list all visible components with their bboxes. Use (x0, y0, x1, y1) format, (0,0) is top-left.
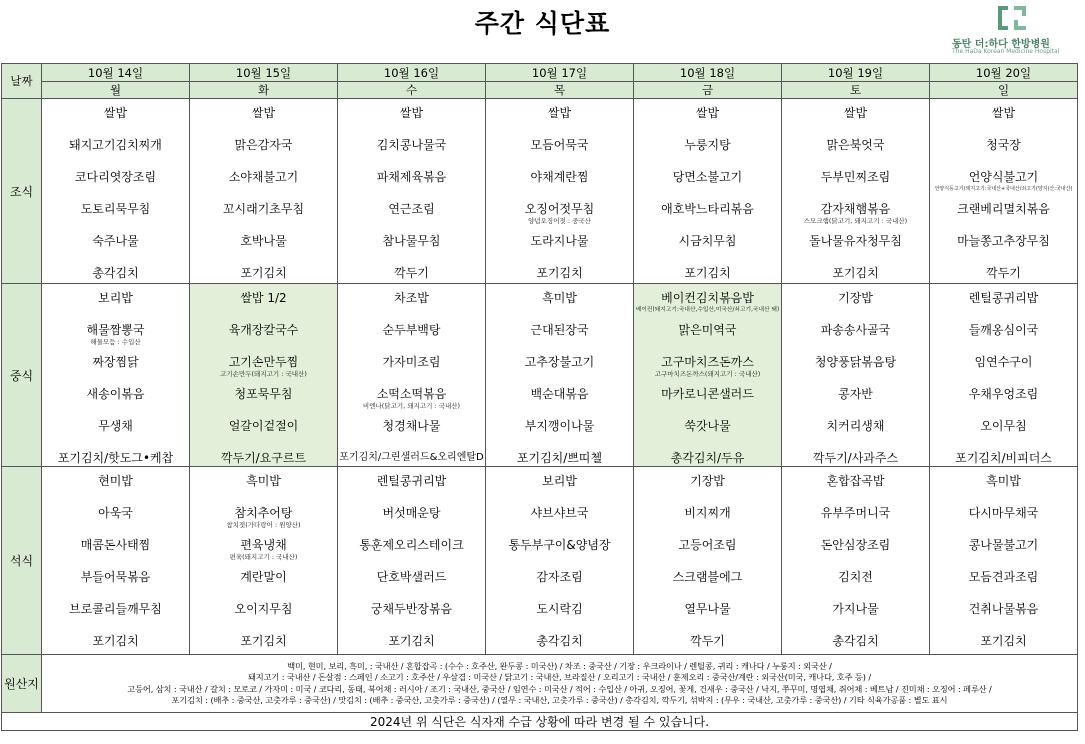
dish-item: 브로콜리들깨무침 (69, 602, 162, 616)
footer-row (2, 713, 1078, 731)
dish-item: 다시마무채국 (968, 506, 1039, 520)
dish-item: 깍두기 (394, 266, 429, 280)
dish-item: 시금치무침 (678, 234, 737, 248)
date-cell: 10월 19일 (782, 64, 930, 82)
dish-item: 쌀밥 (843, 106, 868, 120)
dish-item: 비지찌개 (684, 506, 731, 520)
origin-note: 양념오징어젓 : 중국산 (528, 217, 591, 225)
weekday-row (2, 82, 1078, 99)
dish-item: 모듬견과조림 (968, 570, 1039, 584)
dish-item: 도시락김 (536, 602, 583, 616)
dish-item: 도라지나물 (530, 234, 589, 248)
lunch-cell (930, 284, 1078, 467)
footer-notice: 2024년 위 식단은 식자재 수급 상황에 따라 변경 될 수 있습니다. (2, 713, 1078, 731)
dish-item: 파송송사골국 (820, 323, 891, 337)
date-cell: 10월 16일 (338, 64, 486, 82)
origin-line: 백미, 현미, 보리, 흑미, : 국내산 / 혼합잡곡 : (수수 : 호주산, 완두콩 : 미국산) / 차조 : 중국산 / 기장 : 우크라이나 / 렌틸콩, 귀리 : 캐나다 / 누룽지 : 외국산 / (287, 660, 832, 671)
dish-item: 가지나물 (832, 602, 879, 616)
dish-item: 얼갈이겉절이 (228, 419, 299, 433)
dish-item: 렌틸콩귀리밥 (968, 291, 1039, 305)
lunch-label: 중식 (2, 284, 42, 467)
lunch-cell (190, 284, 338, 467)
dish-item: 포기김치 (536, 266, 583, 280)
dish-item: 야채계란찜 (530, 170, 589, 184)
dish-item: 혼합잡곡밥 (826, 474, 885, 488)
weekday-cell: 금 (634, 82, 782, 99)
lunch-cell (338, 284, 486, 467)
lunch-cell (782, 284, 930, 467)
dish-item: 당면소불고기 (672, 170, 743, 184)
dish-item: 소야채불고기 (228, 170, 299, 184)
dish-item: 쌀밥 (695, 106, 720, 120)
dish-item: 편육냉채 (240, 538, 287, 552)
lunch-cell (486, 284, 634, 467)
origin-note: 편육(돼지고기 : 국내산) (229, 553, 298, 561)
dinner-cell (486, 467, 634, 655)
dish-item: 아욱국 (98, 506, 133, 520)
dish-item: 흑미밥 (542, 291, 577, 305)
dish-item: 건취나물볶음 (968, 602, 1039, 616)
origin-line: 고등어, 삼치 : 국내산 / 갈치 : 모로코 / 가자미 : 미국 / 코다리, 동태, 북어채 : 러시아 / 조기 : 국내산, 중국산 / 임연수 : 미국산 / 적어 : 수입산 / 아귀, 오징어, 꽃게, 건새우 : 중국산 / 낙지, 쭈꾸미, 명엽채, 쥐어채 : 베트남 / 진미채 : 오징어 : 페루산 / (127, 683, 992, 694)
menu-table (1, 63, 1078, 731)
dish-item: 깍두기 (986, 266, 1021, 280)
dinner-cell (634, 467, 782, 655)
dish-item: 현미밥 (98, 474, 133, 488)
origin-note: 비엔나(닭고기, 돼지고기 : 국내산) (362, 402, 461, 410)
dish-item: 포기김치 (92, 634, 139, 648)
origin-row (2, 655, 1078, 713)
dish-item: 부들어묵볶음 (80, 570, 151, 584)
dish-item: 포기김치 (980, 634, 1027, 648)
dish-item: 임연수구이 (974, 355, 1033, 369)
dish-item: 렌틸콩귀리밥 (376, 474, 447, 488)
dish-item: 포기김치/그린샐러드&오리엔탈D (339, 452, 484, 463)
dish-item: 근대된장국 (530, 323, 589, 337)
dish-item: 연근조림 (388, 202, 435, 216)
dish-item: 깍두기 (690, 634, 725, 648)
dish-item: 숙주나물 (92, 234, 139, 248)
dish-item: 쌀밥 (547, 106, 572, 120)
breakfast-cell (930, 99, 1078, 284)
dish-item: 참나물무침 (382, 234, 441, 248)
dish-item: 맑은감자국 (234, 138, 293, 152)
weekday-cell: 수 (338, 82, 486, 99)
dish-item: 돼지고기김치찌개 (69, 138, 162, 152)
dish-item: 모듬어묵국 (530, 138, 589, 152)
dish-item: 파채제육볶음 (376, 170, 447, 184)
dish-item: 크랜베리멸치볶음 (957, 202, 1050, 216)
dinner-cell (930, 467, 1078, 655)
dish-item: 순두부백탕 (382, 323, 441, 337)
origin-line: 돼지고기 : 국내산 / 돈살점 : 스페인 / 소고기 : 호주산 / 우삼겹 : 미국산 / 닭고기 : 국내산, 브라질산 / 오리고기 : 국내산 / 훈제오리 : 중국산/계란 : 외국산(미국, 캐나다, 호주 등) / (248, 672, 871, 682)
dish-item: 오이무침 (980, 419, 1027, 433)
dish-item: 맑은북엇국 (826, 138, 885, 152)
dish-item: 해물짬뽕국 (86, 323, 145, 337)
dish-item: 청경채나물 (382, 419, 441, 433)
hospital-logo (952, 5, 1082, 59)
dish-item: 기장밥 (838, 291, 873, 305)
weekday-cell: 목 (486, 82, 634, 99)
origin-note: 고구마치즈돈까스(돼지고기 : 국내산) (654, 370, 761, 378)
dish-item: 버섯매운탕 (382, 506, 441, 520)
breakfast-label: 조식 (2, 99, 42, 284)
breakfast-cell (190, 99, 338, 284)
dish-item: 단호박샐러드 (376, 570, 447, 584)
dish-item: 애호박느타리볶음 (661, 202, 754, 216)
dish-item: 유부주머니국 (820, 506, 891, 520)
dish-item: 통훈제오리스테이크 (359, 538, 464, 552)
dish-item: 치커리생채 (826, 419, 885, 433)
dish-item: 포기김치/핫도그•케찹 (57, 451, 174, 465)
dish-item: 깍두기/요구르트 (220, 451, 307, 465)
dish-item: 참치추어탕 (234, 506, 293, 520)
date-cell: 10월 20일 (930, 64, 1078, 82)
weekday-cell: 일 (930, 82, 1078, 99)
dish-item: 육개장칼국수 (228, 323, 299, 337)
lunch-cell (634, 284, 782, 467)
dish-item: 계란말이 (240, 570, 287, 584)
dish-item: 고추장불고기 (524, 355, 595, 369)
dish-item: 고기손만두찜 (228, 355, 299, 369)
dish-item: 두부민찌조림 (820, 170, 891, 184)
dish-item: 오징어젓무침 (524, 202, 595, 216)
origin-label: 원산지 (2, 655, 42, 713)
breakfast-cell (634, 99, 782, 284)
dish-item: 쑥갓나물 (684, 419, 731, 433)
dish-item: 청국장 (986, 138, 1021, 152)
dish-item: 가자미조림 (382, 355, 441, 369)
dish-item: 보리밥 (98, 291, 133, 305)
dish-item: 스크램블에그 (672, 570, 743, 584)
dish-item: 쌀밥 (399, 106, 424, 120)
weekday-cell: 월 (42, 82, 190, 99)
dish-item: 흑미밥 (246, 474, 281, 488)
dish-item: 열무나물 (684, 602, 731, 616)
dish-item: 도토리묵무침 (80, 202, 151, 216)
dish-item: 우채우엉조림 (968, 387, 1039, 401)
dish-item: 포기김치 (240, 266, 287, 280)
dish-item: 포기김치 (388, 634, 435, 648)
dish-item: 소떡소떡볶음 (376, 387, 447, 401)
dish-item: 코다리엿장조림 (74, 170, 157, 184)
dish-item: 포기김치/비피더스 (955, 451, 1052, 465)
dish-item: 무생채 (98, 419, 133, 433)
dish-item: 궁채두반장볶음 (370, 602, 453, 616)
dish-item: 매콤돈사태찜 (80, 538, 151, 552)
dish-item: 통두부구이&양념장 (508, 538, 611, 552)
dish-item: 짜장찜닭 (92, 355, 139, 369)
date-cell: 10월 18일 (634, 64, 782, 82)
breakfast-row (2, 99, 1078, 284)
breakfast-cell (486, 99, 634, 284)
origin-info (42, 655, 1078, 713)
dish-item: 보리밥 (542, 474, 577, 488)
dinner-label: 석식 (2, 467, 42, 655)
dish-item: 감자채햄볶음 (820, 202, 891, 216)
date-row (2, 64, 1078, 82)
dish-item: 총각김치 (536, 634, 583, 648)
origin-line: 포기김치 : (배추 : 중국산, 고춧가루 : 중국산) / 맛김치 : (배추 : 중국산, 고춧가루 : 중국산) / (열무 : 국내산, 고춧가루 : 중국산) / 총각김치, 깍두기, 섞박지 : (무우 : 국내산, 고춧가루 : 중국산) / 기타 식육가공품 : 별도 표시 (171, 695, 948, 705)
dish-item: 들깨옹심이국 (968, 323, 1039, 337)
dish-item: 흑미밥 (986, 474, 1021, 488)
origin-note: 참치젓(가다랑어 : 원양산) (226, 521, 301, 529)
dinner-cell (338, 467, 486, 655)
dish-item: 청양풍닭볶음탕 (814, 355, 897, 369)
dish-item: 누룽지탕 (684, 138, 731, 152)
dish-item: 포기김치 (684, 266, 731, 280)
origin-note: 베이컨(돼지고기:국내산,수입산,미국산/쇠고기,국내산 돼) (635, 307, 780, 313)
dish-item: 마카로니콘샐러드 (661, 387, 754, 401)
dish-item: 청포묵무침 (234, 387, 293, 401)
dish-item: 콩나물불고기 (968, 538, 1039, 552)
dish-item: 쌀밥 1/2 (240, 291, 287, 305)
weekday-cell: 토 (782, 82, 930, 99)
dish-item: 샤브샤브국 (530, 506, 589, 520)
dish-item: 김치전 (838, 570, 873, 584)
weekday-cell: 화 (190, 82, 338, 99)
dish-item: 언양식불고기 (968, 170, 1039, 184)
dish-item: 새송이볶음 (86, 387, 145, 401)
dish-item: 고구마치즈돈까스 (661, 355, 754, 369)
origin-note: 고기손만두(돼지고기 : 국내산) (220, 370, 307, 378)
dinner-cell (42, 467, 190, 655)
dish-item: 맑은미역국 (678, 323, 737, 337)
logo-mark-icon (996, 5, 1030, 31)
breakfast-cell (782, 99, 930, 284)
dinner-row (2, 467, 1078, 655)
dish-item: 쌀밥 (991, 106, 1016, 120)
dish-item: 기장밥 (690, 474, 725, 488)
dish-item: 감자조림 (536, 570, 583, 584)
dish-item: 꼬시래기초무침 (222, 202, 305, 216)
dish-item: 포기김치 (240, 634, 287, 648)
dish-item: 차조밥 (394, 291, 429, 305)
lunch-cell (42, 284, 190, 467)
page-title: 주간 식단표 (474, 9, 611, 38)
dish-item: 깍두기/사과주스 (812, 451, 899, 465)
breakfast-cell (42, 99, 190, 284)
dish-item: 쌀밥 (251, 106, 276, 120)
dish-item: 총각김치 (92, 266, 139, 280)
dish-item: 돈안심장조림 (820, 538, 891, 552)
dish-item: 총각김치 (832, 634, 879, 648)
date-cell: 10월 14일 (42, 64, 190, 82)
date-cell: 10월 17일 (486, 64, 634, 82)
date-cell: 10월 15일 (190, 64, 338, 82)
dish-item: 쌀밥 (103, 106, 128, 120)
origin-note: 해물모듬 : 수입산 (90, 338, 141, 346)
logo-name: 동탄 더:하다 한방병원 (952, 39, 1050, 50)
dish-item: 콩자반 (838, 387, 873, 401)
dinner-cell (190, 467, 338, 655)
dish-item: 김치콩나물국 (376, 138, 447, 152)
dish-item: 돌나물유자청무침 (809, 234, 902, 248)
dish-item: 포기김치/쁘띠첼 (516, 451, 603, 465)
dish-item: 호박나물 (240, 234, 287, 248)
dinner-cell (782, 467, 930, 655)
date-label: 날짜 (2, 64, 42, 99)
dish-item: 베이컨김치볶음밥 (661, 291, 754, 305)
dish-item: 부지깽이나물 (524, 419, 595, 433)
origin-note: 언양식등고기(돼지고기:국내산+국내산/쇠고기(양지)산:국내산) (934, 186, 1073, 192)
dish-item: 백순대볶음 (530, 387, 589, 401)
breakfast-cell (338, 99, 486, 284)
logo-subtitle: The HaDa Korean Medicine Hospital (952, 48, 1060, 55)
dish-item: 마늘쫑고추장무침 (957, 234, 1050, 248)
dish-item: 총각김치/두유 (670, 451, 745, 465)
origin-note: 스모크햄(닭고기, 돼지고기 : 국내산) (803, 217, 908, 225)
dish-item: 오이지무침 (234, 602, 293, 616)
dish-item: 포기김치 (832, 266, 879, 280)
lunch-row (2, 284, 1078, 467)
dish-item: 고등어조림 (678, 538, 737, 552)
